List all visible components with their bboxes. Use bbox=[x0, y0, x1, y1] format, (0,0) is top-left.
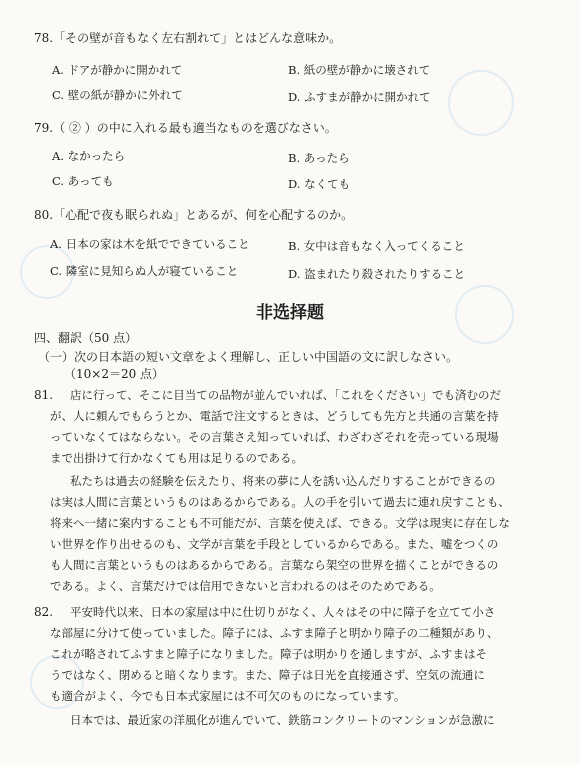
q82-number: 82. bbox=[34, 605, 54, 619]
q78-stem: 78.「その壁が音もなく左右割れて」とはどんな意味か。 bbox=[34, 31, 342, 45]
q78-option-b: B. 紙の壁が静かに壊されて bbox=[288, 63, 431, 77]
section4-points: （10×2＝20 点） bbox=[64, 367, 165, 381]
q81-line: まで出掛けて行かなくても用は足りるのである。 bbox=[50, 451, 303, 465]
q81-line: 私たちは過去の経験を伝えたり、将来の夢に人を誘い込んだりすることができるの bbox=[70, 474, 496, 488]
q80-option-b: B. 女中は音もなく入ってくること bbox=[288, 239, 465, 253]
q81-line: い世界を作り出せるのも、文学が言葉を手段としているからである。また、嘘をつくの bbox=[50, 537, 499, 551]
q81-line: は実は人間に言葉というものはあるからである。人の手を引いて過去に連れ戻すことも、 bbox=[50, 495, 510, 509]
section-heading: 非选择题 bbox=[256, 303, 324, 323]
q78-option-a: A. ドアが静かに開かれて bbox=[52, 63, 183, 77]
watermark-ring bbox=[448, 70, 514, 136]
q81-line: である。よく、言葉だけでは信用できないと言われるのはそのためである。 bbox=[50, 579, 441, 593]
q81-line: 将来へ一緒に案内することも不可能だが、言葉を使えば、できる。文学は現実に存在しな bbox=[50, 516, 510, 530]
q78-option-d: D. ふすまが静かに開かれて bbox=[288, 90, 431, 104]
q82-line: 日本では、最近家の洋風化が進んでいて、鉄筋コンクリートのマンションが急激に bbox=[70, 713, 495, 727]
q82-line: これが略されてふすまと障子になりました。障子は明かりを通しますが、ふすまはそ bbox=[50, 647, 487, 661]
q81-number: 81. bbox=[34, 388, 54, 402]
q82-line: な部屋に分けて使っていました。障子には、ふすま障子と明かり障子の二種類があり、 bbox=[50, 626, 499, 640]
q81-line: が、人に頼んでもらうとか、電話で注文するときは、どうしても先方と共通の言葉を持 bbox=[50, 409, 499, 423]
q82-line: 平安時代以来、日本の家屋は中に仕切りがなく、人々はその中に障子を立てて小さ bbox=[70, 605, 496, 619]
q79-option-a: A. なかったら bbox=[52, 149, 126, 163]
q80-stem: 80.「心配で夜も眠られぬ」とあるが、何を心配するのか。 bbox=[34, 208, 354, 222]
q80-option-d: D. 盗まれたり殺されたりすること bbox=[288, 267, 466, 281]
q80-option-c: C. 隣室に見知らぬ人が寝ていること bbox=[50, 264, 239, 278]
q82-line: うではなく、閉めると暗くなります。また、障子は日光を直接通さず、空気の流通に bbox=[50, 668, 485, 682]
q79-stem: 79.（ ② ）の中に入れる最も適当なものを選びなさい。 bbox=[34, 121, 337, 135]
q81-line: も人間に言葉というものはあるからである。言葉なら架空の世界を描くことができるの bbox=[50, 558, 499, 572]
q81-line: っていなくてはならない。その言葉さえ知っていれば、わざわざそれを売っている現場 bbox=[50, 430, 499, 444]
q78-option-c: C. 壁の紙が静かに外れて bbox=[52, 88, 183, 102]
section4-title: 四、翻訳（50 点） bbox=[34, 331, 138, 345]
q79-option-c: C. あっても bbox=[52, 174, 114, 188]
q81-line: 店に行って、そこに目当ての品物が並んでいれば、「これをください」でも済むのだ bbox=[70, 388, 502, 402]
q79-option-d: D. なくても bbox=[288, 177, 351, 191]
q82-line: も適合がよく、今でも日本式家屋には不可欠のものになっています。 bbox=[50, 689, 406, 703]
q80-option-a: A. 日本の家は木を紙でできていること bbox=[50, 237, 250, 251]
q79-option-b: B. あったら bbox=[288, 151, 350, 165]
section4-instruction: （一）次の日本語の短い文章をよく理解し、正しい中国語の文に訳しなさい。 bbox=[38, 350, 459, 364]
